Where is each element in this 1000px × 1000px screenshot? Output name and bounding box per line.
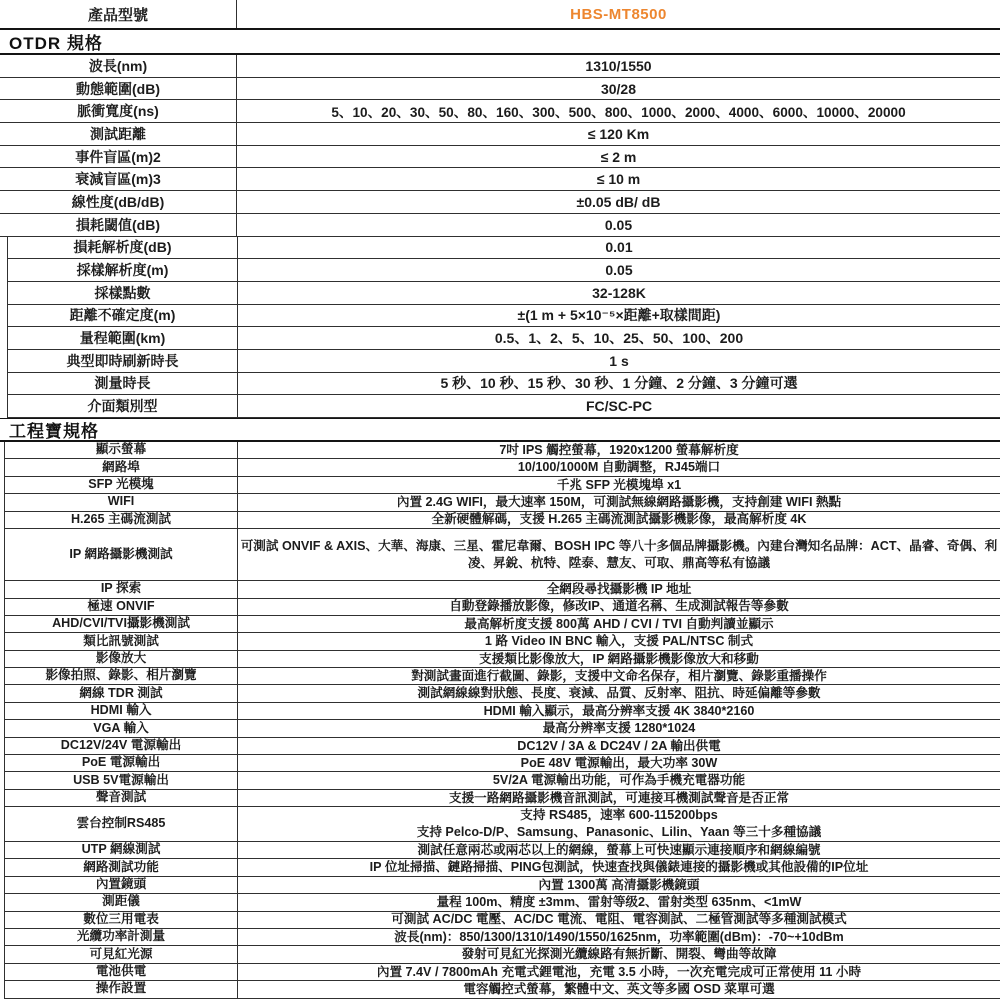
spec-value: 千兆 SFP 光模塊埠 x1 — [556, 477, 682, 492]
spec-row — [0, 100, 1000, 123]
spec-label: VGA 輸入 — [5, 720, 238, 736]
spec-label: 測量時長 — [8, 373, 238, 395]
spec-value: 發射可見紅光探測光纜線路有無折斷、開裂、彎曲等故障 — [461, 947, 777, 962]
spec-row — [7, 373, 1000, 396]
spec-row — [0, 214, 1000, 237]
spec-row — [7, 350, 1000, 373]
spec-label: 極速 ONVIF — [5, 599, 238, 615]
spec-value: 支援一路網路攝影機音訊測試，可連接耳機測試聲音是否正常 — [448, 790, 790, 805]
spec-row — [4, 807, 1000, 842]
spec-label: PoE 電源輸出 — [5, 755, 238, 771]
spec-label: IP 網路攝影機測試 — [5, 529, 238, 580]
spec-row — [4, 912, 1000, 929]
spec-value: ≤ 120 Km — [587, 125, 650, 142]
spec-value: 量程 100m、精度 ±3mm、雷射等级2、雷射类型 635nm、<1mW — [436, 895, 802, 910]
spec-label: 網路埠 — [5, 459, 238, 475]
spec-value: 0.01 — [605, 239, 633, 256]
spec-label: 網路測試功能 — [5, 859, 238, 875]
spec-value: 最高解析度支援 800萬 AHD / CVI / TVI 自動判讀並顯示 — [464, 616, 774, 631]
spec-row — [4, 599, 1000, 616]
spec-row — [4, 964, 1000, 981]
spec-label: HDMI 輸入 — [5, 703, 238, 719]
spec-label: 網線 TDR 測試 — [5, 685, 238, 701]
spec-row — [4, 894, 1000, 911]
spec-label: 電池供電 — [5, 964, 238, 980]
spec-value: 5、10、20、30、50、80、160、300、500、800、1000、2000、4000、6000、10000、20000 — [331, 105, 906, 121]
spec-label: 波長(nm) — [0, 55, 237, 77]
spec-label: IP 探索 — [5, 581, 238, 597]
spec-row — [0, 191, 1000, 214]
spec-value: 內置 7.4V / 7800mAh 充電式鋰電池，充電 3.5 小時，一次充電完成可正常使用 11 小時 — [376, 964, 862, 979]
spec-row — [4, 512, 1000, 529]
spec-value: IP 位址掃描、鏈路掃描、PING包測試，快速查找與儀錶連接的攝影機或其他設備的IP位址 — [369, 860, 869, 875]
spec-value: 1 路 Video IN BNC 輸入，支援 PAL/NTSC 制式 — [484, 634, 754, 649]
spec-value: 全新硬體解碼，支援 H.265 主碼流測試攝影機影像，最高解析度 4K — [431, 512, 807, 527]
spec-label: 雲台控制RS485 — [5, 807, 238, 841]
spec-label: 典型即時刷新時長 — [8, 350, 238, 372]
product-model-row — [0, 0, 1000, 30]
spec-row — [7, 305, 1000, 328]
spec-row — [4, 755, 1000, 772]
spec-label: AHD/CVI/TVI攝影機測試 — [5, 616, 238, 632]
spec-value: 30/28 — [600, 80, 637, 97]
spec-label: 內置鏡頭 — [5, 877, 238, 893]
spec-value-line: 支持 Pelco-D/P、Samsung、Panasonic、Lilin、Yaan 等三十多種協議 — [416, 825, 822, 840]
spec-row — [4, 859, 1000, 876]
spec-label: 光纜功率計測量 — [5, 929, 238, 945]
spec-label: 顯示螢幕 — [5, 442, 238, 458]
spec-row — [0, 55, 1000, 78]
product-model-value: HBS-MT8500 — [570, 5, 667, 23]
spec-label: 操作設置 — [5, 981, 238, 997]
spec-value: ≤ 10 m — [596, 171, 641, 188]
spec-value: FC/SC-PC — [585, 398, 653, 415]
spec-value: 內置 2.4G WIFI，最大速率 150M，可測試無線網路攝影機，支持創建 WIFI 熱點 — [396, 495, 842, 510]
spec-label: 量程範圍(km) — [8, 327, 238, 349]
spec-value: ≤ 2 m — [600, 148, 637, 165]
spec-row — [4, 685, 1000, 702]
spec-row — [0, 168, 1000, 191]
spec-value: 10/100/1000M 自動調整，RJ45端口 — [517, 460, 721, 475]
spec-label: DC12V/24V 電源輸出 — [5, 738, 238, 754]
spec-value: HDMI 輸入顯示，最高分辨率支援 4K 3840*2160 — [483, 703, 755, 718]
spec-label: UTP 網線測試 — [5, 842, 238, 858]
spec-label: WIFI — [5, 494, 238, 510]
spec-label: 可見紅光源 — [5, 946, 238, 962]
spec-value: 0.05 — [604, 216, 633, 233]
spec-value: 可測試 ONVIF & AXIS、大華、海康、三星、霍尼韋爾、BOSH IPC 等八十多個品牌攝影機。內建台灣知名品牌：ACT、晶睿、奇偶、利凌、昇銳、杭特、陞泰、慧友、可取、鼎高等私有協議 — [240, 538, 998, 570]
spec-label: USB 5V電源輸出 — [5, 772, 238, 788]
spec-row — [4, 633, 1000, 650]
spec-row — [4, 651, 1000, 668]
product-model-label: 產品型號 — [0, 0, 237, 28]
spec-label: SFP 光模塊 — [5, 477, 238, 493]
spec-row — [4, 477, 1000, 494]
spec-value-line: 支持 RS485，速率 600-115200bps — [520, 808, 718, 823]
spec-value: 7吋 IPS 觸控螢幕，1920x1200 螢幕解析度 — [499, 442, 739, 457]
spec-value: 波長(nm)：850/1300/1310/1490/1550/1625nm，功率範圍(dBm)：-70~+10dBm — [394, 929, 844, 944]
spec-row — [7, 237, 1000, 260]
spec-label: 採樣點數 — [8, 282, 238, 304]
spec-row — [0, 146, 1000, 169]
spec-label: 影像拍照、錄影、相片瀏覽 — [5, 668, 238, 684]
spec-value: DC12V / 3A & DC24V / 2A 輸出供電 — [517, 738, 721, 753]
spec-row — [4, 877, 1000, 894]
spec-value: 內置 1300萬 高清攝影機鏡頭 — [538, 877, 700, 892]
spec-row — [0, 123, 1000, 146]
spec-row — [4, 842, 1000, 859]
spec-label: 數位三用電表 — [5, 912, 238, 928]
spec-row — [7, 259, 1000, 282]
spec-row — [4, 772, 1000, 789]
spec-row — [4, 529, 1000, 581]
spec-label: 測距儀 — [5, 894, 238, 910]
spec-row — [4, 494, 1000, 511]
spec-label: 脈衝寬度(ns) — [0, 100, 237, 122]
spec-value: 1310/1550 — [585, 57, 652, 74]
spec-label: 聲音測試 — [5, 790, 238, 806]
spec-row — [7, 327, 1000, 350]
spec-value: 全網段尋找攝影機 IP 地址 — [546, 582, 692, 597]
section-title: OTDR 規格 — [0, 30, 1000, 55]
spec-row — [0, 78, 1000, 101]
spec-value: PoE 48V 電源輸出，最大功率 30W — [520, 755, 718, 770]
spec-value — [238, 807, 1000, 841]
spec-value: 32-128K — [592, 284, 646, 301]
spec-label: 損耗解析度(dB) — [8, 237, 238, 259]
spec-row — [4, 981, 1000, 998]
spec-value: 支援類比影像放大，IP 網路攝影機影像放大和移動 — [479, 651, 759, 666]
spec-value: ±0.05 dB/ dB — [576, 193, 661, 210]
spec-value: 測試任意兩芯或兩芯以上的網線，螢幕上可快速顯示連接順序和網線編號 — [417, 842, 821, 857]
spec-label: 類比訊號測試 — [5, 633, 238, 649]
spec-value: 1 s — [609, 352, 629, 369]
spec-value: 5 秒、10 秒、15 秒、30 秒、1 分鐘、2 分鐘、3 分鐘可選 — [440, 375, 798, 392]
spec-label: 採樣解析度(m) — [8, 259, 238, 281]
spec-value: 0.05 — [605, 262, 633, 279]
spec-label: 測試距離 — [0, 123, 237, 145]
spec-label: 衰減盲區(m)3 — [0, 168, 237, 190]
spec-label: H.265 主碼流測試 — [5, 512, 238, 528]
spec-row — [4, 946, 1000, 963]
spec-value: 電容觸控式螢幕，繁體中文、英文等多國 OSD 菜單可選 — [463, 982, 775, 997]
spec-sections — [0, 30, 1000, 999]
spec-row — [4, 703, 1000, 720]
spec-row — [4, 929, 1000, 946]
spec-row — [4, 459, 1000, 476]
spec-row — [4, 616, 1000, 633]
spec-value: 測試網線線對狀態、長度、衰減、品質、反射率、阻抗、時延偏離等參數 — [417, 686, 821, 701]
spec-value: ±(1 m + 5×10⁻⁵×距離+取樣間距) — [517, 307, 721, 324]
spec-label: 動態範圍(dB) — [0, 78, 237, 100]
spec-row — [4, 790, 1000, 807]
spec-row — [4, 668, 1000, 685]
spec-label: 事件盲區(m)2 — [0, 146, 237, 168]
spec-row — [4, 738, 1000, 755]
spec-label: 距離不確定度(m) — [8, 305, 238, 327]
spec-value: 對測試畫面進行截圖、錄影，支援中文命名保存，相片瀏覽、錄影重播操作 — [411, 669, 827, 683]
spec-label: 影像放大 — [5, 651, 238, 667]
spec-row — [4, 442, 1000, 459]
spec-row — [7, 282, 1000, 305]
spec-row — [4, 720, 1000, 737]
spec-row — [4, 581, 1000, 598]
spec-value: 最高分辨率支援 1280*1024 — [542, 721, 696, 736]
spec-label: 介面類別型 — [8, 395, 238, 417]
spec-value: 自動登錄播放影像，修改IP、通道名稱、生成測試報告等參數 — [449, 599, 789, 614]
spec-label: 線性度(dB/dB) — [0, 191, 237, 213]
spec-value: 0.5、1、2、5、10、25、50、100、200 — [494, 330, 744, 347]
spec-value: 可測試 AC/DC 電壓、AC/DC 電流、電阻、電容測試、二極管測試等多種測試模式 — [391, 912, 847, 927]
spec-value: 5V/2A 電源輸出功能，可作為手機充電器功能 — [492, 773, 746, 788]
spec-label: 損耗閾值(dB) — [0, 214, 237, 236]
section-title: 工程寶規格 — [0, 418, 1000, 442]
spec-row — [7, 395, 1000, 418]
